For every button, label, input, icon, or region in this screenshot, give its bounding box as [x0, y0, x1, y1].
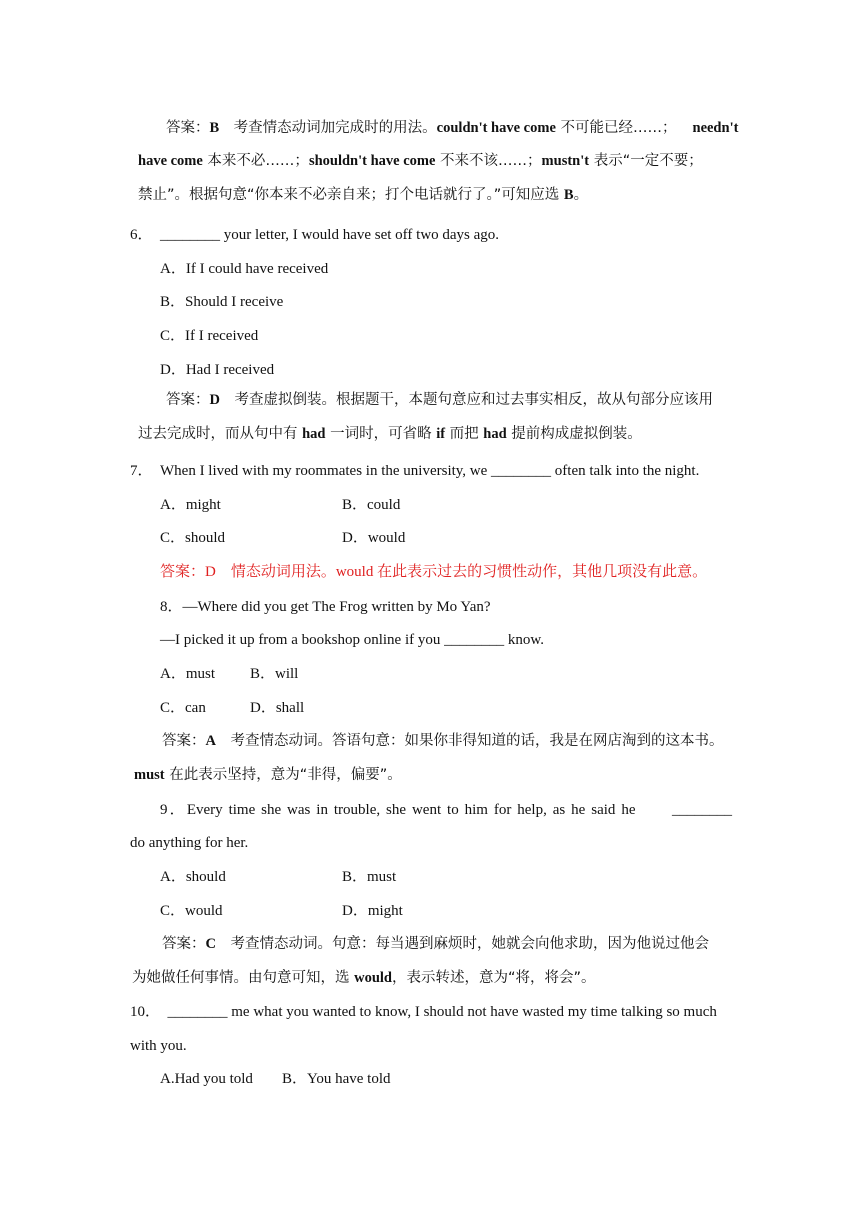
- answer-9-line-2: 为她做任何事情。由句意可知，选 would，表示转述，意为“将，将会”。: [132, 970, 596, 986]
- answer-6-line-1: 答案：D 考查虚拟倒装。根据题干，本题句意应和过去事实相反，故从句部分应该用: [166, 392, 713, 408]
- question-7-option-a: A．might: [160, 497, 221, 513]
- question-8-stem-2: —I picked it up from a bookshop online if you ________ know.: [160, 632, 544, 648]
- question-8-option-c: C．can: [160, 700, 206, 716]
- answer-8-line-1: 答案：A 考查情态动词。答语句意：如果你非得知道的话，我是在网店淘到的这本书。: [162, 733, 724, 749]
- question-8-option-a: A．must: [160, 666, 216, 682]
- question-7-option-b: B．could: [342, 497, 401, 513]
- question-9-stem-1: 9．Every time she was in trouble, she went to him for help, as he said he ________: [160, 802, 732, 818]
- question-8-option-b: B．will: [250, 666, 299, 682]
- question-7-option-c: C．should: [160, 530, 226, 546]
- question-10-option-b: B．You have told: [282, 1071, 391, 1087]
- answer-8-line-2: must 在此表示坚持，意为“非得，偏要”。: [134, 767, 402, 783]
- question-6-option-a: A．If I could have received: [160, 261, 329, 277]
- answer-5-line-2: have come 本来不必……；shouldn't have come 不来不该……；mustn't 表示“一定不要；: [138, 153, 703, 169]
- question-9-option-d: D．might: [342, 903, 403, 919]
- question-8-stem-1: 8．—Where did you get The Frog written by Mo Yan?: [160, 599, 491, 615]
- question-9-option-a: A．should: [160, 869, 226, 885]
- answer-7: 答案：D 情态动词用法。would 在此表示过去的习惯性动作，其他几项没有此意。: [160, 564, 708, 580]
- question-6-option-c: C．If I received: [160, 328, 259, 344]
- question-6-option-b: B．Should I receive: [160, 294, 284, 310]
- answer-6-line-2: 过去完成时，而从句中有 had 一词时，可省略 if 而把 had 提前构成虚拟倒装。: [138, 426, 642, 442]
- question-6-stem: 6． ________ your letter, I would have set off two days ago.: [130, 227, 500, 243]
- question-7-option-d: D．would: [342, 530, 406, 546]
- question-10-stem-2: with you.: [130, 1038, 187, 1054]
- answer-5-line-3: 禁止”。根据句意“你本来不必亲自来；打个电话就行了。”可知应选 B。: [138, 187, 589, 203]
- question-8-option-d: D．shall: [250, 700, 305, 716]
- question-10-stem-1: 10． ________ me what you wanted to know, I should not have wasted my time talking so much: [130, 1004, 717, 1020]
- answer-9-line-1: 答案：C 考查情态动词。句意：每当遇到麻烦时，她就会向他求助，因为他说过他会: [162, 936, 709, 952]
- question-6-option-d: D．Had I received: [160, 362, 275, 378]
- question-9-option-b: B．must: [342, 869, 397, 885]
- question-9-stem-2: do anything for her.: [130, 835, 249, 851]
- question-7-stem: 7． When I lived with my roommates in the university, we ________ often talk into the night.: [130, 463, 700, 479]
- answer-5-line-1: 答案：B 考查情态动词加完成时的用法。couldn't have come 不可能已经……； needn't: [166, 120, 739, 136]
- question-9-option-c: C．would: [160, 903, 223, 919]
- question-10-option-a: A.Had you told: [160, 1071, 253, 1087]
